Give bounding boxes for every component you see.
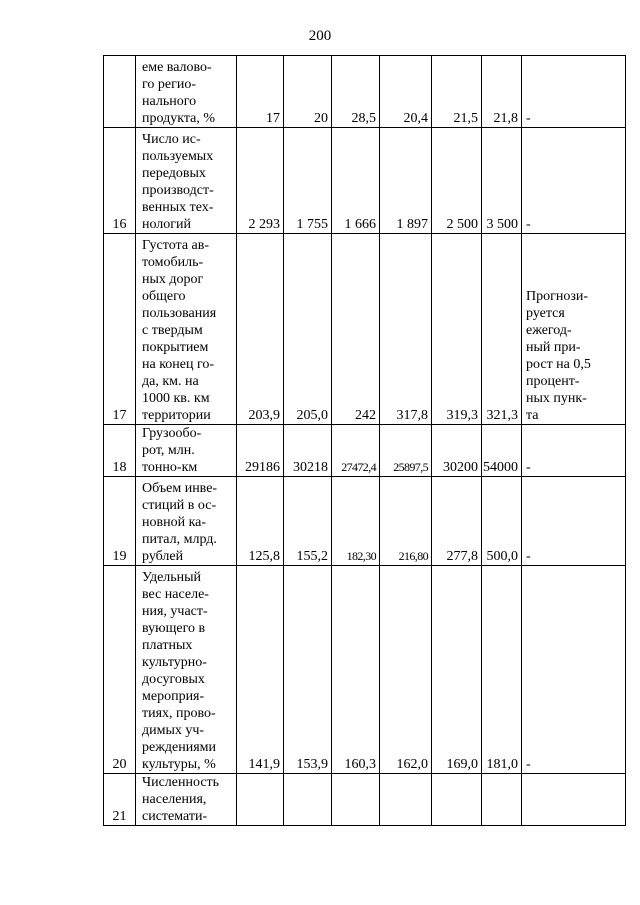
row-number: 19	[104, 477, 136, 566]
note-cell	[522, 234, 626, 425]
indicator-line: пользования	[142, 306, 217, 321]
indicator-line: платных	[142, 638, 193, 653]
note-cell	[522, 425, 626, 477]
value-cell: 277,8	[432, 477, 482, 566]
value-cell: 1 755	[284, 128, 332, 234]
indicator-line: культурно-	[142, 655, 207, 670]
note-line: Прогнози-	[526, 289, 589, 304]
indicator-cell	[136, 234, 237, 425]
value-cell: 153,9	[284, 566, 332, 774]
note-line: ных пунк-	[526, 391, 587, 406]
indicator-line: димых уч-	[142, 723, 205, 738]
indicator-line: да, км. на	[142, 374, 199, 389]
value-cell: 203,9	[237, 234, 284, 425]
table-row	[104, 56, 626, 128]
table-body	[104, 56, 626, 826]
indicator-line: стиций в ос-	[142, 498, 217, 513]
indicator-line: общего	[142, 289, 186, 304]
indicator-line: Грузообо-	[142, 426, 202, 441]
value-cell: 125,8	[237, 477, 284, 566]
note-line: процент-	[526, 374, 580, 389]
indicator-line: Густота ав-	[142, 238, 210, 253]
indicator-line: 1000 кв. км	[142, 391, 210, 406]
table-row	[104, 477, 626, 566]
row-number: 18	[104, 425, 136, 477]
value-cell: 1 666	[332, 128, 380, 234]
indicator-line: населения,	[142, 792, 207, 807]
indicator-line: венных тех-	[142, 200, 214, 215]
indicator-line: Удельный	[142, 570, 202, 585]
note-cell	[522, 566, 626, 774]
indicator-line: рот, млн.	[142, 443, 195, 458]
value-cell: 162,0	[380, 566, 432, 774]
indicator-line: досуговых	[142, 672, 205, 687]
indicator-line: рублей	[142, 549, 184, 564]
value-cell	[482, 774, 522, 826]
value-cell	[237, 774, 284, 826]
indicator-line: ных дорог	[142, 272, 204, 287]
value-cell: 30200	[432, 425, 482, 477]
indicator-line: еме валово-	[142, 60, 212, 75]
table-row	[104, 234, 626, 425]
indicator-line: ния, участ-	[142, 604, 208, 619]
indicator-cell	[136, 566, 237, 774]
value-cell: 30218	[284, 425, 332, 477]
indicator-line: мероприя-	[142, 689, 205, 704]
indicator-line: Число ис-	[142, 132, 201, 147]
indicator-line: вес населе-	[142, 587, 209, 602]
value-cell	[432, 774, 482, 826]
value-cell: 500,0	[482, 477, 522, 566]
value-cell: 169,0	[432, 566, 482, 774]
value-cell: 160,3	[332, 566, 380, 774]
row-number	[104, 56, 136, 128]
note-line: рост на 0,5	[526, 357, 591, 372]
value-cell: 155,2	[284, 477, 332, 566]
row-number: 20	[104, 566, 136, 774]
value-cell: 141,9	[237, 566, 284, 774]
note-cell	[522, 477, 626, 566]
indicator-line: новной ка-	[142, 515, 207, 530]
value-cell: 181,0	[482, 566, 522, 774]
indicator-line: с твердым	[142, 323, 203, 338]
note-line: -	[526, 757, 531, 772]
note-cell	[522, 774, 626, 826]
table-row	[104, 566, 626, 774]
indicator-line: Объем инве-	[142, 481, 218, 496]
value-cell: 20	[284, 56, 332, 128]
value-cell: 27472,4	[332, 425, 380, 477]
indicator-line: нального	[142, 94, 197, 109]
value-cell: 321,3	[482, 234, 522, 425]
indicator-line: на конец го-	[142, 357, 215, 372]
value-cell: 216,80	[380, 477, 432, 566]
table-row	[104, 774, 626, 826]
indicator-cell	[136, 56, 237, 128]
value-cell: 182,30	[332, 477, 380, 566]
page-number: 200	[308, 28, 332, 44]
value-cell	[332, 774, 380, 826]
indicator-line: вующего в	[142, 621, 206, 636]
row-number: 17	[104, 234, 136, 425]
indicator-line: нологий	[142, 217, 192, 232]
note-line: та	[526, 408, 539, 423]
value-cell: 21,5	[432, 56, 482, 128]
note-cell	[522, 56, 626, 128]
value-cell: 20,4	[380, 56, 432, 128]
value-cell: 317,8	[380, 234, 432, 425]
indicator-line: го регио-	[142, 77, 197, 92]
indicator-line: питал, млрд.	[142, 532, 217, 547]
indicator-line: покрытием	[142, 340, 209, 355]
indicator-cell	[136, 477, 237, 566]
indicator-line: томобиль-	[142, 255, 204, 270]
table-row	[104, 425, 626, 477]
indicator-line: территории	[142, 408, 211, 423]
note-line: -	[526, 111, 531, 126]
value-cell: 54000	[482, 425, 522, 477]
note-line: -	[526, 460, 531, 475]
note-line: ежегод-	[526, 323, 572, 338]
indicator-cell	[136, 774, 237, 826]
note-line: руется	[526, 306, 565, 321]
value-cell	[284, 774, 332, 826]
indicator-line: системати-	[142, 809, 208, 824]
indicator-line: культуры, %	[142, 757, 216, 772]
indicator-line: продукта, %	[142, 111, 215, 126]
indicator-line: пользуемых	[142, 149, 214, 164]
note-cell	[522, 128, 626, 234]
value-cell: 17	[237, 56, 284, 128]
indicators-table	[103, 55, 626, 826]
indicator-line: Численность	[142, 775, 220, 790]
indicator-cell	[136, 128, 237, 234]
value-cell: 205,0	[284, 234, 332, 425]
value-cell: 319,3	[432, 234, 482, 425]
indicator-line: реждениями	[142, 740, 216, 755]
value-cell: 25897,5	[380, 425, 432, 477]
indicator-cell	[136, 425, 237, 477]
row-number: 16	[104, 128, 136, 234]
row-number: 21	[104, 774, 136, 826]
value-cell	[380, 774, 432, 826]
note-line: -	[526, 549, 531, 564]
value-cell: 2 293	[237, 128, 284, 234]
indicator-line: тиях, прово-	[142, 706, 216, 721]
value-cell: 242	[332, 234, 380, 425]
value-cell: 28,5	[332, 56, 380, 128]
value-cell: 3 500	[482, 128, 522, 234]
note-line: ный при-	[526, 340, 581, 355]
value-cell: 1 897	[380, 128, 432, 234]
value-cell: 2 500	[432, 128, 482, 234]
indicator-line: тонно-км	[142, 460, 198, 475]
indicator-line: передовых	[142, 166, 206, 181]
value-cell: 21,8	[482, 56, 522, 128]
value-cell: 29186	[237, 425, 284, 477]
note-line: -	[526, 217, 531, 232]
table-row	[104, 128, 626, 234]
indicator-line: производст-	[142, 183, 214, 198]
